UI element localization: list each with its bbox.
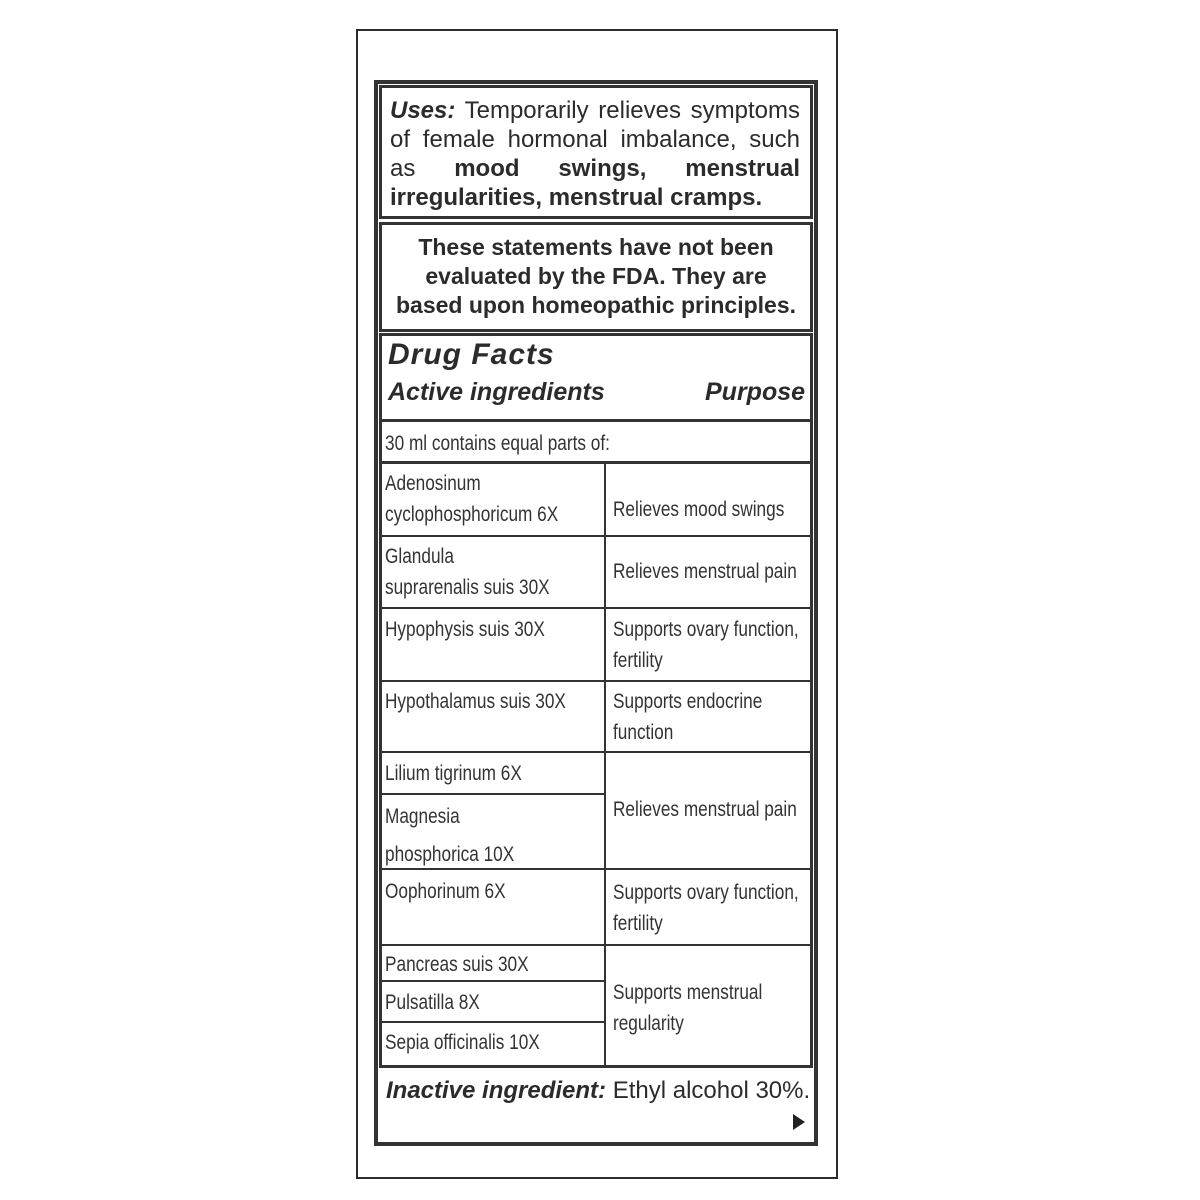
uses-bold-text: mood swings, menstrual irregularities, menstrual cramps. <box>390 155 800 211</box>
purpose-ovary-function-2: Supports ovary function, fertility <box>613 881 799 935</box>
purpose-endocrine: Supports endocrine function <box>613 690 763 744</box>
row-line <box>379 1065 813 1068</box>
purpose-menstrual-pain: Relieves menstrual pain <box>613 560 797 583</box>
ingredient-hypothalamus: Hypothalamus suis 30X <box>385 690 566 713</box>
uses-text: Temporarily relieves symptoms of female hormonal imbalance, such as <box>390 97 800 182</box>
inactive-text: Ethyl alcohol 30%. <box>606 1077 811 1104</box>
ingredient-pancreas: Pancreas suis 30X <box>385 953 529 976</box>
contains-text: 30 ml contains equal parts of: <box>385 432 610 455</box>
divider <box>379 461 813 464</box>
purpose-mood-swings: Relieves mood swings <box>613 498 785 521</box>
uses-label: Uses: <box>390 97 456 124</box>
divider <box>379 333 813 336</box>
row-line <box>379 680 813 682</box>
continue-arrow-icon <box>793 1114 805 1130</box>
ingredient-magnesia: Magnesia phosphorica 10X <box>385 805 515 866</box>
inactive-ingredient <box>386 1077 810 1105</box>
purpose-ovary-function: Supports ovary function, fertility <box>613 618 799 672</box>
row-line <box>379 944 813 946</box>
purpose-menstrual-regularity: Supports menstrual regularity <box>613 981 763 1035</box>
column-divider <box>604 462 606 1066</box>
ingredient-hypophysis: Hypophysis suis 30X <box>385 618 545 641</box>
table-left-border <box>379 336 382 1066</box>
ingredient-sepia: Sepia officinalis 10X <box>385 1031 540 1054</box>
ingredient-lilium: Lilium tigrinum 6X <box>385 762 522 785</box>
row-line <box>379 751 813 753</box>
row-line <box>379 980 606 982</box>
uses-section <box>379 85 813 219</box>
divider <box>379 419 813 422</box>
drug-facts-title: Drug Facts <box>388 338 555 371</box>
purpose-menstrual-pain-2: Relieves menstrual pain <box>613 798 797 821</box>
ingredient-glandula: Glandula suprarenalis suis 30X <box>385 545 550 599</box>
table-right-border <box>810 336 813 1066</box>
ingredient-adenosinum: Adenosinum cyclophosphoricum 6X <box>385 472 559 526</box>
row-line <box>379 607 813 609</box>
inactive-label: Inactive ingredient: <box>386 1077 607 1104</box>
fda-statement: These statements have not been evaluated by the FDA. They are based upon homeopathic principles. <box>379 222 813 332</box>
active-ingredients-heading: Active ingredients <box>388 378 605 406</box>
purpose-heading: Purpose <box>705 378 806 406</box>
row-line <box>379 1021 606 1023</box>
ingredient-oophorinum: Oophorinum 6X <box>385 880 506 903</box>
row-line <box>379 535 813 537</box>
row-line <box>379 793 606 795</box>
ingredient-pulsatilla: Pulsatilla 8X <box>385 991 480 1014</box>
